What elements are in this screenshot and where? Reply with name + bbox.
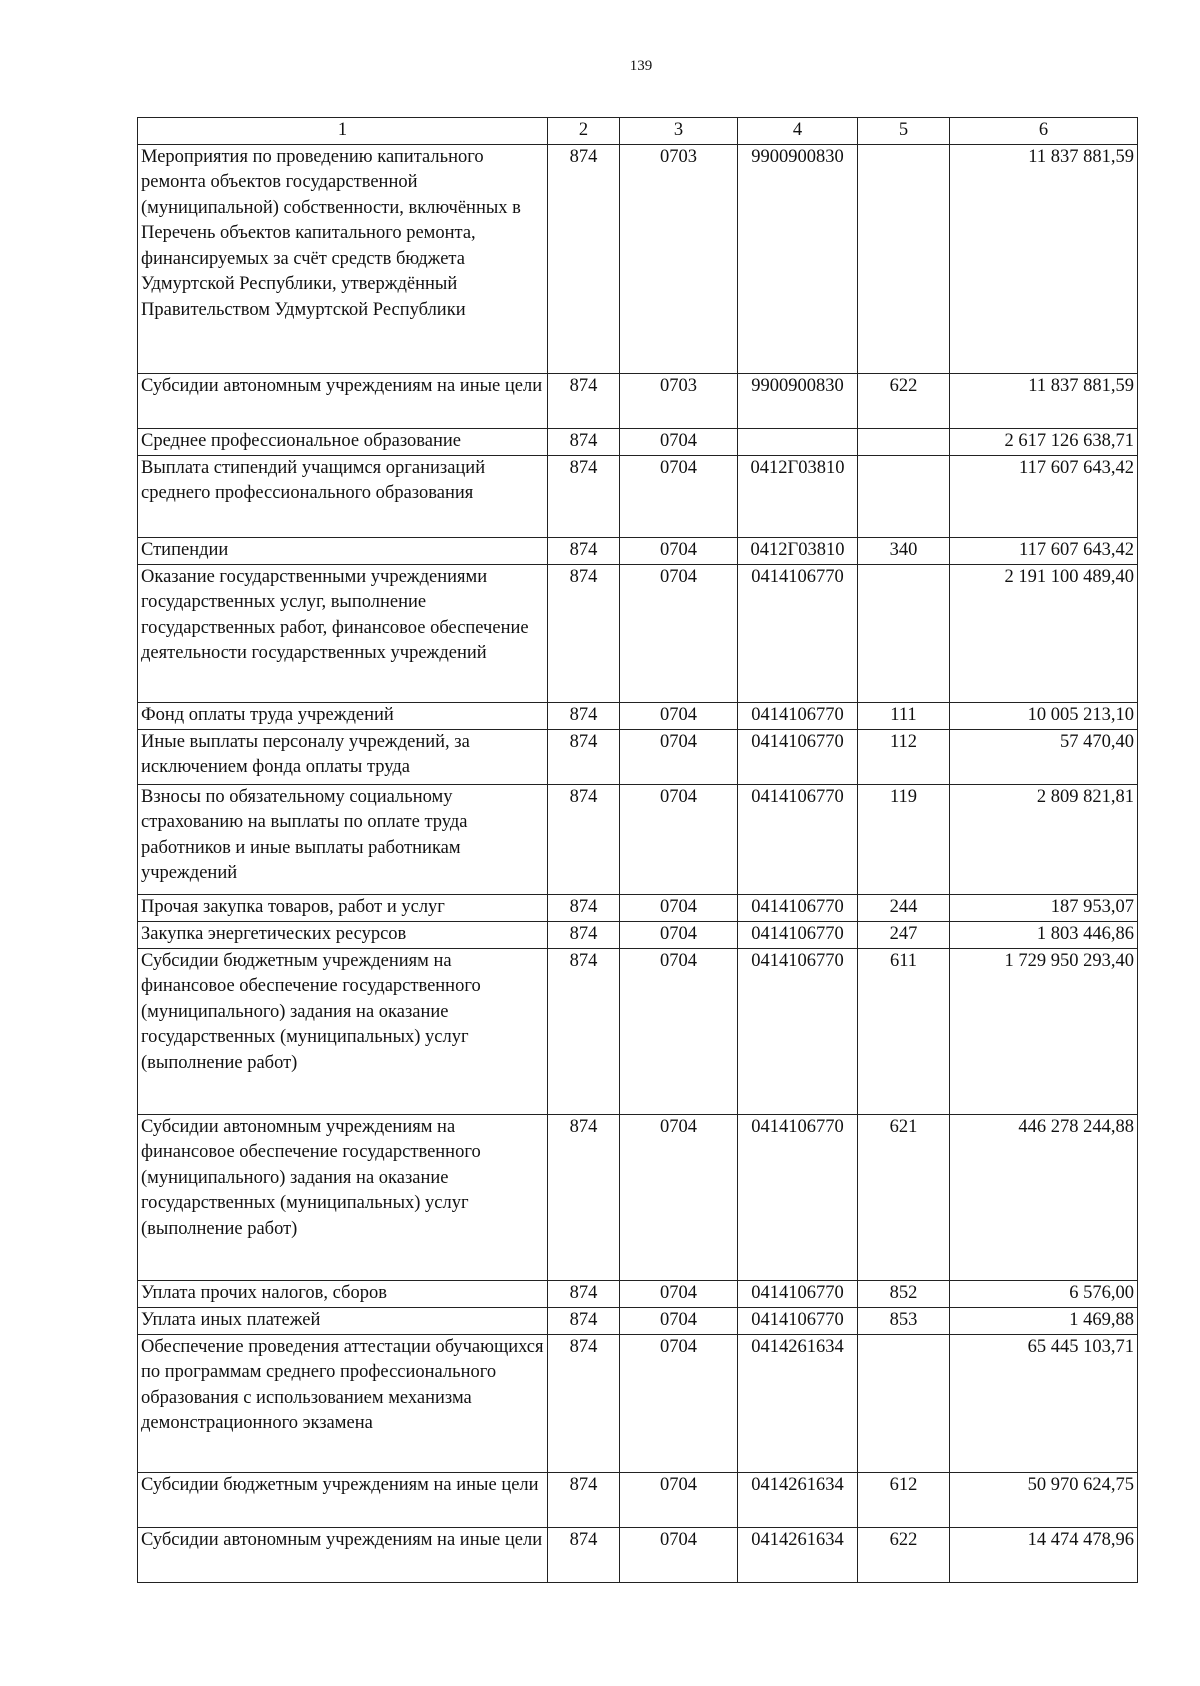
row-c2: 874 [548,1527,620,1582]
row-name: Субсидии автономным учреждениям на финансовое обеспечение государственного (муниципального) задания на оказание государственных (муниципальных) услуг (выполнение работ) [138,1114,548,1280]
row-name: Фонд оплаты труда учреждений [138,702,548,729]
row-name: Мероприятия по проведению капитального ремонта объектов государственной (муниципальной) собственности, включённых в Перечень объектов капитального ремонта, финансируемых за счёт средств бюджета Удмуртской Республики, утверждённый Правительством Удмуртской Республики [138,144,548,373]
table-row [138,948,1138,1114]
row-c4: 0414106770 [738,921,858,948]
row-name: Обеспечение проведения аттестации обучающихся по программам среднего профессионального образования с использованием механизма демонстрационного экзамена [138,1334,548,1472]
row-c6: 11 837 881,59 [950,144,1138,373]
row-name: Субсидии бюджетным учреждениям на финансовое обеспечение государственного (муниципального) задания на оказание государственных (муниципальных) услуг (выполнение работ) [138,948,548,1114]
row-c6: 14 474 478,96 [950,1527,1138,1582]
row-c2: 874 [548,1114,620,1280]
row-c5: 622 [858,1527,950,1582]
row-c6: 117 607 643,42 [950,455,1138,537]
row-c3: 0704 [620,428,738,455]
row-c4: 0414106770 [738,702,858,729]
row-c6: 11 837 881,59 [950,373,1138,428]
row-c2: 874 [548,784,620,894]
row-c2: 874 [548,948,620,1114]
table-row [138,1114,1138,1280]
row-c4: 0414106770 [738,894,858,921]
row-name: Оказание государственными учреждениями государственных услуг, выполнение государственных работ, финансовое обеспечение деятельности государственных учреждений [138,564,548,702]
table-row [138,564,1138,702]
table-row [138,1472,1138,1527]
row-c5: 622 [858,373,950,428]
header-cell: 5 [858,118,950,145]
table-row [138,373,1138,428]
row-name: Взносы по обязательному социальному страхованию на выплаты по оплате труда работников и иные выплаты работникам учреждений [138,784,548,894]
row-c2: 874 [548,921,620,948]
row-c4: 0414261634 [738,1527,858,1582]
row-name: Уплата прочих налогов, сборов [138,1280,548,1307]
row-c3: 0704 [620,564,738,702]
row-name: Закупка энергетических ресурсов [138,921,548,948]
row-name: Прочая закупка товаров, работ и услуг [138,894,548,921]
row-name: Уплата иных платежей [138,1307,548,1334]
row-c4: 0412Г03810 [738,537,858,564]
row-c4: 0414261634 [738,1334,858,1472]
row-c2: 874 [548,373,620,428]
table-row [138,1334,1138,1472]
header-cell: 1 [138,118,548,145]
row-c6: 117 607 643,42 [950,537,1138,564]
row-name: Субсидии автономным учреждениям на иные цели [138,1527,548,1582]
row-c5 [858,455,950,537]
header-cell: 2 [548,118,620,145]
row-c6: 1 469,88 [950,1307,1138,1334]
row-c3: 0704 [620,702,738,729]
row-c6: 1 803 446,86 [950,921,1138,948]
row-c3: 0704 [620,1527,738,1582]
row-c2: 874 [548,144,620,373]
row-c6: 2 617 126 638,71 [950,428,1138,455]
row-c5: 611 [858,948,950,1114]
row-name: Выплата стипендий учащимся организаций среднего профессионального образования [138,455,548,537]
table-row [138,1280,1138,1307]
row-c3: 0704 [620,1334,738,1472]
budget-table [137,117,1138,1583]
row-c2: 874 [548,455,620,537]
row-c3: 0704 [620,784,738,894]
table-row [138,428,1138,455]
row-c3: 0704 [620,948,738,1114]
row-c6: 1 729 950 293,40 [950,948,1138,1114]
row-c3: 0704 [620,537,738,564]
row-c5 [858,144,950,373]
row-c3: 0704 [620,1114,738,1280]
row-c3: 0704 [620,1472,738,1527]
row-c6: 2 191 100 489,40 [950,564,1138,702]
row-c2: 874 [548,428,620,455]
row-c2: 874 [548,1307,620,1334]
row-c4: 9900900830 [738,373,858,428]
table-row [138,1307,1138,1334]
table-row [138,144,1138,373]
row-name: Стипендии [138,537,548,564]
row-c5 [858,428,950,455]
row-c2: 874 [548,1472,620,1527]
row-c3: 0703 [620,373,738,428]
row-c2: 874 [548,537,620,564]
row-c4: 0412Г03810 [738,455,858,537]
row-c3: 0704 [620,1280,738,1307]
row-c4: 0414106770 [738,1280,858,1307]
row-c6: 446 278 244,88 [950,1114,1138,1280]
row-c5: 247 [858,921,950,948]
row-c4: 0414261634 [738,1472,858,1527]
row-c2: 874 [548,564,620,702]
row-c5: 340 [858,537,950,564]
header-cell: 3 [620,118,738,145]
row-c3: 0703 [620,144,738,373]
table-row [138,702,1138,729]
row-c5 [858,564,950,702]
row-name: Субсидии бюджетным учреждениям на иные цели [138,1472,548,1527]
row-c2: 874 [548,702,620,729]
header-cell: 6 [950,118,1138,145]
row-c6: 50 970 624,75 [950,1472,1138,1527]
row-c5: 621 [858,1114,950,1280]
row-c3: 0704 [620,894,738,921]
row-c6: 57 470,40 [950,729,1138,784]
row-c3: 0704 [620,729,738,784]
row-c4 [738,428,858,455]
table-row [138,455,1138,537]
row-c4: 0414106770 [738,784,858,894]
row-c3: 0704 [620,921,738,948]
row-c5: 119 [858,784,950,894]
table-row [138,1527,1138,1582]
page-number: 139 [629,58,653,74]
row-c6: 2 809 821,81 [950,784,1138,894]
row-c5: 112 [858,729,950,784]
row-c3: 0704 [620,1307,738,1334]
row-c4: 0414106770 [738,1114,858,1280]
table-row [138,921,1138,948]
row-c5: 111 [858,702,950,729]
row-c6: 187 953,07 [950,894,1138,921]
row-c4: 9900900830 [738,144,858,373]
row-c6: 10 005 213,10 [950,702,1138,729]
row-c6: 65 445 103,71 [950,1334,1138,1472]
row-c2: 874 [548,1280,620,1307]
row-c2: 874 [548,1334,620,1472]
row-c5 [858,1334,950,1472]
table-row [138,537,1138,564]
row-c6: 6 576,00 [950,1280,1138,1307]
row-c3: 0704 [620,455,738,537]
table-row [138,894,1138,921]
row-c2: 874 [548,894,620,921]
row-c4: 0414106770 [738,948,858,1114]
row-c5: 612 [858,1472,950,1527]
row-name: Среднее профессиональное образование [138,428,548,455]
table-row [138,729,1138,784]
row-c4: 0414106770 [738,564,858,702]
row-c4: 0414106770 [738,1307,858,1334]
row-c5: 244 [858,894,950,921]
header-row [138,118,1138,145]
row-c4: 0414106770 [738,729,858,784]
table-row [138,784,1138,894]
row-c2: 874 [548,729,620,784]
row-name: Иные выплаты персоналу учреждений, за исключением фонда оплаты труда [138,729,548,784]
row-c5: 852 [858,1280,950,1307]
row-name: Субсидии автономным учреждениям на иные цели [138,373,548,428]
row-c5: 853 [858,1307,950,1334]
header-cell: 4 [738,118,858,145]
